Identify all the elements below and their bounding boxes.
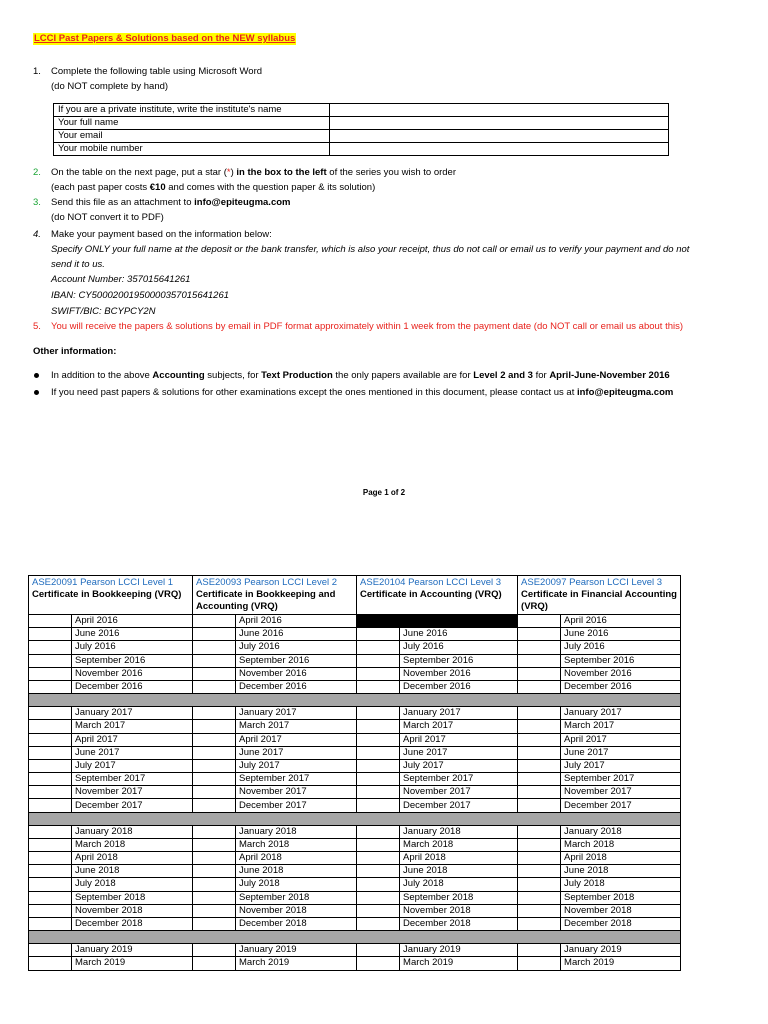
order-star-box[interactable] — [29, 852, 72, 865]
order-star-box[interactable] — [518, 878, 561, 891]
order-star-box[interactable] — [29, 641, 72, 654]
order-star-box[interactable] — [357, 891, 400, 904]
email-link[interactable]: info@epiteugma.com — [194, 197, 291, 208]
series-date: December 2017 — [400, 799, 518, 812]
series-date: January 2018 — [236, 825, 357, 838]
info-label: Your email — [54, 130, 330, 143]
series-date: January 2017 — [236, 707, 357, 720]
table-row — [29, 865, 681, 878]
series-date: March 2019 — [400, 957, 518, 970]
order-star-box[interactable] — [357, 773, 400, 786]
order-star-box[interactable] — [193, 799, 236, 812]
series-date: December 2016 — [400, 680, 518, 693]
order-star-box[interactable] — [193, 904, 236, 917]
series-date: March 2017 — [400, 720, 518, 733]
order-star-box[interactable] — [357, 707, 400, 720]
order-star-box[interactable] — [357, 944, 400, 957]
order-star-box[interactable] — [29, 707, 72, 720]
series-date: April 2018 — [561, 852, 681, 865]
series-date: July 2016 — [400, 641, 518, 654]
series-date: July 2016 — [561, 641, 681, 654]
series-date: January 2018 — [400, 825, 518, 838]
order-star-box[interactable] — [357, 720, 400, 733]
order-star-box[interactable] — [518, 891, 561, 904]
order-star-box[interactable] — [29, 786, 72, 799]
group-separator — [29, 931, 681, 944]
order-star-box[interactable] — [29, 891, 72, 904]
order-star-box[interactable] — [193, 852, 236, 865]
series-date: December 2018 — [72, 917, 193, 930]
order-star-box[interactable] — [29, 746, 72, 759]
order-star-box[interactable] — [193, 654, 236, 667]
series-date: April 2016 — [236, 615, 357, 628]
order-star-box[interactable] — [357, 759, 400, 772]
series-date: April 2016 — [561, 615, 681, 628]
series-date: November 2018 — [400, 904, 518, 917]
info-label: Your mobile number — [54, 143, 330, 156]
series-date: December 2018 — [236, 917, 357, 930]
series-date: December 2018 — [400, 917, 518, 930]
order-star-box[interactable] — [518, 707, 561, 720]
order-star-box[interactable] — [193, 759, 236, 772]
bullet-1-text: In addition to the above Accounting subjects, for Text Production the only papers available are for Level 2 and 3 for April-June-November 2016 — [51, 370, 670, 381]
table-row — [29, 852, 681, 865]
order-star-box[interactable] — [357, 733, 400, 746]
order-star-box[interactable] — [193, 733, 236, 746]
series-date: June 2017 — [400, 746, 518, 759]
series-date: June 2017 — [561, 746, 681, 759]
series-date: November 2018 — [72, 904, 193, 917]
series-date: September 2017 — [561, 773, 681, 786]
table-row — [29, 759, 681, 772]
table-row — [29, 891, 681, 904]
order-star-box[interactable] — [29, 667, 72, 680]
table-row — [29, 917, 681, 930]
order-star-box[interactable] — [518, 917, 561, 930]
series-order-table — [28, 575, 681, 971]
info-value-field[interactable] — [330, 117, 669, 130]
email-link[interactable]: info@epiteugma.com — [576, 387, 674, 398]
order-star-box[interactable] — [193, 628, 236, 641]
info-row — [54, 143, 669, 156]
table-row — [29, 654, 681, 667]
series-date: June 2016 — [400, 628, 518, 641]
series-date: December 2018 — [561, 917, 681, 930]
series-date: September 2016 — [72, 654, 193, 667]
order-star-box[interactable] — [193, 825, 236, 838]
step-4-text: Make your payment based on the information below: — [51, 229, 272, 240]
series-date: June 2018 — [561, 865, 681, 878]
series-date: November 2017 — [236, 786, 357, 799]
table-row — [29, 628, 681, 641]
table-row — [29, 746, 681, 759]
order-star-box[interactable] — [518, 944, 561, 957]
series-date: June 2018 — [400, 865, 518, 878]
order-star-box[interactable] — [29, 759, 72, 772]
order-star-box[interactable] — [193, 667, 236, 680]
series-date: November 2016 — [561, 667, 681, 680]
series-date: June 2016 — [72, 628, 193, 641]
order-star-box[interactable] — [193, 891, 236, 904]
step-2-text: On the table on the next page, put a star (*) in the box to the left of the series you wish to order — [51, 167, 457, 178]
order-star-box[interactable] — [29, 917, 72, 930]
order-star-box[interactable] — [518, 667, 561, 680]
order-star-box[interactable] — [518, 786, 561, 799]
series-date: March 2019 — [236, 957, 357, 970]
order-star-box[interactable] — [357, 667, 400, 680]
order-star-box[interactable] — [518, 733, 561, 746]
column-header: ASE20104 Pearson LCCI Level 3 Certificate in Accounting (VRQ) — [357, 576, 518, 615]
other-info-title: Other information: — [33, 346, 117, 357]
series-date: November 2017 — [561, 786, 681, 799]
series-date: April 2018 — [72, 852, 193, 865]
group-separator-row — [29, 694, 681, 707]
step-5-text: You will receive the papers & solutions by email in PDF format approximately within 1 week from the payment date (do NOT call or email us about this) — [51, 321, 684, 332]
order-star-box[interactable] — [357, 654, 400, 667]
page-number: Page 1 of 2 — [362, 488, 406, 497]
series-date: March 2018 — [561, 838, 681, 851]
series-date: December 2016 — [236, 680, 357, 693]
series-date: June 2016 — [236, 628, 357, 641]
series-date: April 2018 — [236, 852, 357, 865]
info-label: Your full name — [54, 117, 330, 130]
step-3-number: 3. — [33, 197, 41, 208]
series-date: July 2017 — [400, 759, 518, 772]
series-date: December 2016 — [72, 680, 193, 693]
order-star-box[interactable] — [518, 852, 561, 865]
order-star-box[interactable] — [29, 799, 72, 812]
info-row — [54, 130, 669, 143]
series-date: September 2016 — [561, 654, 681, 667]
table-row — [29, 641, 681, 654]
series-date: July 2018 — [72, 878, 193, 891]
series-date: November 2016 — [400, 667, 518, 680]
series-date: January 2019 — [400, 944, 518, 957]
table-row — [29, 957, 681, 970]
step-4-number: 4. — [33, 229, 41, 240]
table-row — [29, 615, 681, 628]
series-date: June 2018 — [236, 865, 357, 878]
series-date: November 2018 — [561, 904, 681, 917]
series-date: March 2018 — [400, 838, 518, 851]
series-date: March 2019 — [72, 957, 193, 970]
series-date: November 2018 — [236, 904, 357, 917]
order-star-box[interactable] — [357, 680, 400, 693]
iban: IBAN: CY50002001950000357015641261 — [51, 290, 230, 301]
order-star-box[interactable] — [193, 707, 236, 720]
unavailable-cell — [357, 615, 400, 628]
series-date: June 2018 — [72, 865, 193, 878]
series-date: December 2017 — [72, 799, 193, 812]
group-separator — [29, 694, 681, 707]
series-date: September 2016 — [400, 654, 518, 667]
order-star-box[interactable] — [518, 904, 561, 917]
series-date: January 2018 — [72, 825, 193, 838]
table-row — [29, 733, 681, 746]
table-row — [29, 680, 681, 693]
order-star-box[interactable] — [518, 838, 561, 851]
step-3-text: Send this file as an attachment to info@epiteugma.com — [51, 197, 291, 208]
order-star-box[interactable] — [357, 838, 400, 851]
order-star-box[interactable] — [357, 917, 400, 930]
order-star-box[interactable] — [193, 838, 236, 851]
step-2-number: 2. — [33, 167, 41, 178]
group-separator — [29, 812, 681, 825]
step-1-note: (do NOT complete by hand) — [51, 81, 169, 92]
series-date: April 2017 — [236, 733, 357, 746]
series-date: September 2018 — [400, 891, 518, 904]
order-star-box[interactable] — [357, 904, 400, 917]
order-star-box[interactable] — [357, 865, 400, 878]
bullet-icon — [34, 373, 39, 378]
order-star-box[interactable] — [518, 825, 561, 838]
series-date: September 2017 — [400, 773, 518, 786]
order-star-box[interactable] — [357, 628, 400, 641]
step-1-number: 1. — [33, 66, 41, 77]
series-date: April 2018 — [400, 852, 518, 865]
order-star-box[interactable] — [29, 733, 72, 746]
series-date: January 2019 — [72, 944, 193, 957]
info-value-field[interactable] — [330, 130, 669, 143]
order-star-box[interactable] — [518, 615, 561, 628]
order-star-box[interactable] — [357, 641, 400, 654]
order-star-box[interactable] — [29, 878, 72, 891]
series-date: March 2018 — [72, 838, 193, 851]
table-row — [29, 773, 681, 786]
series-date: January 2017 — [561, 707, 681, 720]
contact-info-table — [53, 103, 669, 156]
order-star-box[interactable] — [193, 641, 236, 654]
column-header: ASE20097 Pearson LCCI Level 3 Certificate in Financial Accounting (VRQ) — [518, 576, 681, 615]
order-star-box[interactable] — [193, 944, 236, 957]
series-date: January 2017 — [400, 707, 518, 720]
column-header: ASE20093 Pearson LCCI Level 2 Certificate in Bookkeeping and Accounting (VRQ) — [193, 576, 357, 615]
info-label: If you are a private institute, write the institute's name — [54, 104, 330, 117]
series-date: September 2016 — [236, 654, 357, 667]
series-date: April 2017 — [561, 733, 681, 746]
table-row — [29, 838, 681, 851]
order-star-box[interactable] — [193, 746, 236, 759]
table-row — [29, 825, 681, 838]
order-star-box[interactable] — [193, 786, 236, 799]
order-star-box[interactable] — [518, 746, 561, 759]
star-marker: * — [226, 167, 231, 178]
order-star-box[interactable] — [29, 825, 72, 838]
info-row — [54, 117, 669, 130]
series-date: April 2017 — [400, 733, 518, 746]
order-star-box[interactable] — [357, 825, 400, 838]
table-row — [29, 707, 681, 720]
series-date: April 2017 — [72, 733, 193, 746]
series-date: December 2016 — [561, 680, 681, 693]
series-date: November 2017 — [72, 786, 193, 799]
table-row — [29, 786, 681, 799]
order-star-box[interactable] — [357, 878, 400, 891]
series-date: September 2017 — [236, 773, 357, 786]
order-star-box[interactable] — [29, 720, 72, 733]
order-star-box[interactable] — [193, 917, 236, 930]
order-star-box[interactable] — [29, 773, 72, 786]
series-date: November 2016 — [236, 667, 357, 680]
series-date: July 2017 — [236, 759, 357, 772]
column-header: ASE20091 Pearson LCCI Level 1 Certificate in Bookkeeping (VRQ) — [29, 576, 193, 615]
order-star-box[interactable] — [193, 878, 236, 891]
order-star-box[interactable] — [29, 615, 72, 628]
table-row — [29, 944, 681, 957]
series-date: March 2017 — [561, 720, 681, 733]
step-5-number: 5. — [33, 321, 41, 332]
order-star-box[interactable] — [29, 838, 72, 851]
order-star-box[interactable] — [357, 786, 400, 799]
order-star-box[interactable] — [193, 615, 236, 628]
series-date: December 2017 — [236, 799, 357, 812]
account-number: Account Number: 357015641261 — [51, 274, 191, 285]
table-row — [29, 904, 681, 917]
series-date: July 2018 — [400, 878, 518, 891]
order-star-box[interactable] — [29, 865, 72, 878]
bullet-icon — [34, 390, 39, 395]
order-star-box[interactable] — [357, 746, 400, 759]
unavailable-cell — [400, 615, 518, 628]
order-star-box[interactable] — [193, 773, 236, 786]
series-date: July 2017 — [561, 759, 681, 772]
series-date: July 2016 — [236, 641, 357, 654]
order-star-box[interactable] — [518, 957, 561, 970]
series-date: July 2018 — [561, 878, 681, 891]
order-star-box[interactable] — [518, 773, 561, 786]
series-date: September 2018 — [561, 891, 681, 904]
order-star-box[interactable] — [357, 852, 400, 865]
series-date: June 2016 — [561, 628, 681, 641]
page-header: LCCI Past Papers & Solutions based on the NEW syllabus — [34, 33, 296, 44]
order-star-box[interactable] — [518, 680, 561, 693]
step-1-text: Complete the following table using Microsoft Word — [51, 66, 263, 77]
table-row — [29, 799, 681, 812]
series-date: March 2019 — [561, 957, 681, 970]
info-value-field[interactable] — [330, 104, 669, 117]
order-star-box[interactable] — [518, 720, 561, 733]
order-star-box[interactable] — [29, 944, 72, 957]
series-date: July 2017 — [72, 759, 193, 772]
series-date: January 2019 — [236, 944, 357, 957]
info-row — [54, 104, 669, 117]
series-date: June 2017 — [236, 746, 357, 759]
series-date: March 2017 — [72, 720, 193, 733]
table-row — [29, 878, 681, 891]
series-date: March 2017 — [236, 720, 357, 733]
order-star-box[interactable] — [518, 865, 561, 878]
step-4-instructions-cont: send it to us. — [51, 259, 105, 270]
series-date: January 2018 — [561, 825, 681, 838]
table-row — [29, 720, 681, 733]
series-date: September 2018 — [72, 891, 193, 904]
info-value-field[interactable] — [330, 143, 669, 156]
series-date: March 2018 — [236, 838, 357, 851]
swift-bic: SWIFT/BIC: BCYPCY2N — [51, 306, 156, 317]
series-date: July 2018 — [236, 878, 357, 891]
order-star-box[interactable] — [29, 904, 72, 917]
series-date: September 2018 — [236, 891, 357, 904]
group-separator-row — [29, 931, 681, 944]
series-date: January 2019 — [561, 944, 681, 957]
order-star-box[interactable] — [29, 628, 72, 641]
series-date: January 2017 — [72, 707, 193, 720]
step-3-note: (do NOT convert it to PDF) — [51, 212, 164, 223]
order-star-box[interactable] — [518, 654, 561, 667]
order-star-box[interactable] — [29, 957, 72, 970]
order-star-box[interactable] — [193, 680, 236, 693]
order-star-box[interactable] — [193, 865, 236, 878]
order-star-box[interactable] — [193, 720, 236, 733]
series-date: September 2017 — [72, 773, 193, 786]
series-date: November 2016 — [72, 667, 193, 680]
step-4-instructions: Specify ONLY your full name at the deposit or the bank transfer, which is also your receipt, thus do not call or email us to verify your payment and do not — [51, 244, 690, 255]
table-row — [29, 667, 681, 680]
order-star-box[interactable] — [518, 759, 561, 772]
series-date: July 2016 — [72, 641, 193, 654]
series-date: December 2017 — [561, 799, 681, 812]
step-2-note: (each past paper costs €10 and comes with the question paper & its solution) — [51, 182, 376, 193]
order-star-box[interactable] — [357, 799, 400, 812]
series-date: April 2016 — [72, 615, 193, 628]
order-star-box[interactable] — [29, 680, 72, 693]
order-star-box[interactable] — [518, 799, 561, 812]
order-star-box[interactable] — [29, 654, 72, 667]
series-date: November 2017 — [400, 786, 518, 799]
series-date: June 2017 — [72, 746, 193, 759]
order-star-box[interactable] — [518, 628, 561, 641]
bullet-2-text: If you need past papers & solutions for other examinations except the ones mentioned in this document, please contact us at info@epiteugma.com — [51, 387, 674, 398]
order-star-box[interactable] — [357, 957, 400, 970]
order-star-box[interactable] — [518, 641, 561, 654]
group-separator-row — [29, 812, 681, 825]
table-header-row — [29, 576, 681, 615]
order-star-box[interactable] — [193, 957, 236, 970]
